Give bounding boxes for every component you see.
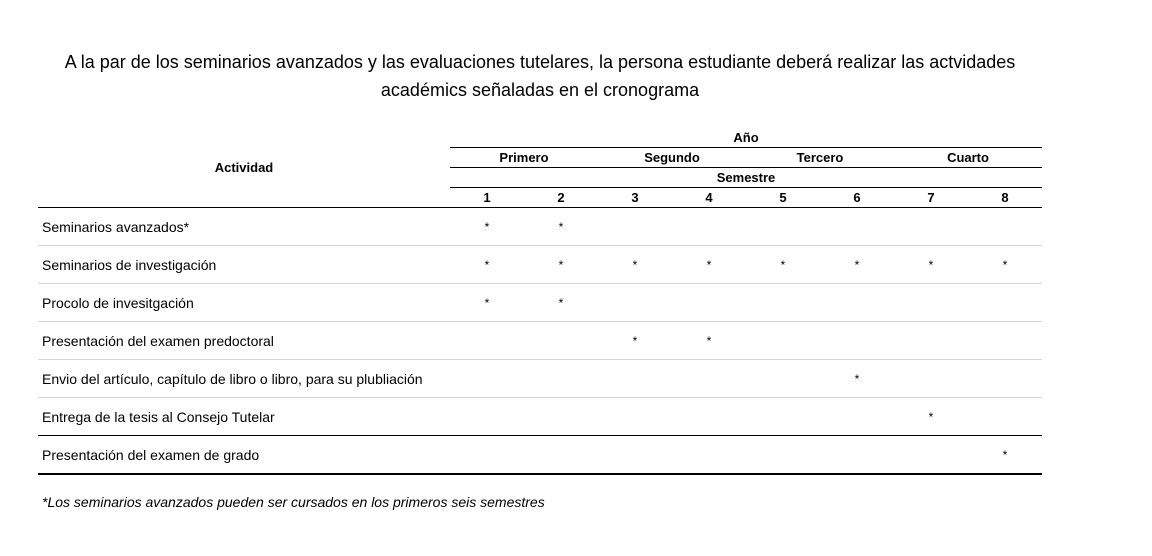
semester-header-6: 6 <box>820 188 894 208</box>
schedule-mark <box>672 208 746 246</box>
schedule-mark <box>598 360 672 398</box>
schedule-mark <box>746 284 820 322</box>
schedule-mark <box>598 208 672 246</box>
schedule-mark <box>746 360 820 398</box>
year-group-header: Año <box>450 128 1042 148</box>
schedule-mark <box>450 398 524 436</box>
schedule-mark: * <box>524 284 598 322</box>
table-row <box>38 360 1042 398</box>
schedule-mark <box>894 322 968 360</box>
schedule-mark: * <box>598 246 672 284</box>
schedule-mark <box>524 360 598 398</box>
footnote: *Los seminarios avanzados pueden ser cursados en los primeros seis semestres <box>42 494 545 510</box>
table-row <box>38 284 1042 322</box>
schedule-mark <box>450 436 524 475</box>
table-row <box>38 208 1042 246</box>
schedule-mark: * <box>968 436 1042 475</box>
schedule-mark <box>746 398 820 436</box>
semester-header-7: 7 <box>894 188 968 208</box>
schedule-mark <box>968 208 1042 246</box>
schedule-mark <box>672 436 746 475</box>
year-header-primero: Primero <box>450 148 598 168</box>
year-header-cuarto: Cuarto <box>894 148 1042 168</box>
schedule-mark <box>672 284 746 322</box>
schedule-mark <box>820 284 894 322</box>
schedule-mark: * <box>450 208 524 246</box>
schedule-mark: * <box>894 246 968 284</box>
schedule-mark <box>968 322 1042 360</box>
year-header-row <box>38 128 1042 148</box>
semester-header-2: 2 <box>524 188 598 208</box>
schedule-mark <box>820 398 894 436</box>
table-row <box>38 398 1042 436</box>
schedule-mark <box>450 360 524 398</box>
schedule-mark <box>524 322 598 360</box>
semester-header-1: 1 <box>450 188 524 208</box>
schedule-mark <box>672 360 746 398</box>
schedule-mark <box>894 436 968 475</box>
schedule-mark <box>672 398 746 436</box>
activity-label: Envio del artículo, capítulo de libro o libro, para su plubliación <box>38 360 450 398</box>
schedule-mark: * <box>450 246 524 284</box>
schedule-mark <box>746 322 820 360</box>
schedule-mark <box>524 398 598 436</box>
schedule-mark <box>820 322 894 360</box>
activity-label: Presentación del examen de grado <box>38 436 450 475</box>
schedule-mark <box>746 208 820 246</box>
table-row <box>38 436 1042 475</box>
schedule-mark: * <box>672 246 746 284</box>
year-header-tercero: Tercero <box>746 148 894 168</box>
schedule-table <box>38 128 1042 475</box>
schedule-mark: * <box>820 246 894 284</box>
activity-label: Seminarios de investigación <box>38 246 450 284</box>
semester-header-4: 4 <box>672 188 746 208</box>
activity-label: Seminarios avanzados* <box>38 208 450 246</box>
schedule-mark <box>968 284 1042 322</box>
schedule-mark <box>746 436 820 475</box>
schedule-mark <box>894 360 968 398</box>
schedule-mark: * <box>598 322 672 360</box>
schedule-mark <box>820 208 894 246</box>
activity-label: Procolo de invesitgación <box>38 284 450 322</box>
schedule-mark <box>598 284 672 322</box>
schedule-mark <box>598 398 672 436</box>
schedule-mark <box>894 208 968 246</box>
schedule-mark <box>820 436 894 475</box>
schedule-mark <box>524 436 598 475</box>
schedule-mark: * <box>672 322 746 360</box>
table-row <box>38 322 1042 360</box>
semester-header-3: 3 <box>598 188 672 208</box>
schedule-mark: * <box>894 398 968 436</box>
schedule-mark: * <box>968 246 1042 284</box>
document-title: A la par de los seminarios avanzados y las evaluaciones tutelares, la persona estudiante deberá realizar las actvidades académics señaladas en el cronograma <box>64 52 1016 100</box>
semester-group-header: Semestre <box>450 168 1042 188</box>
schedule-mark <box>968 398 1042 436</box>
schedule-mark <box>450 322 524 360</box>
schedule-mark: * <box>524 246 598 284</box>
table-row <box>38 246 1042 284</box>
activity-column-header: Actividad <box>38 128 450 208</box>
semester-header-5: 5 <box>746 188 820 208</box>
schedule-mark <box>968 360 1042 398</box>
schedule-mark: * <box>820 360 894 398</box>
year-header-segundo: Segundo <box>598 148 746 168</box>
activity-label: Entrega de la tesis al Consejo Tutelar <box>38 398 450 436</box>
schedule-mark: * <box>524 208 598 246</box>
schedule-mark <box>894 284 968 322</box>
semester-header-8: 8 <box>968 188 1042 208</box>
schedule-mark: * <box>450 284 524 322</box>
activity-label: Presentación del examen predoctoral <box>38 322 450 360</box>
schedule-mark <box>598 436 672 475</box>
schedule-mark: * <box>746 246 820 284</box>
